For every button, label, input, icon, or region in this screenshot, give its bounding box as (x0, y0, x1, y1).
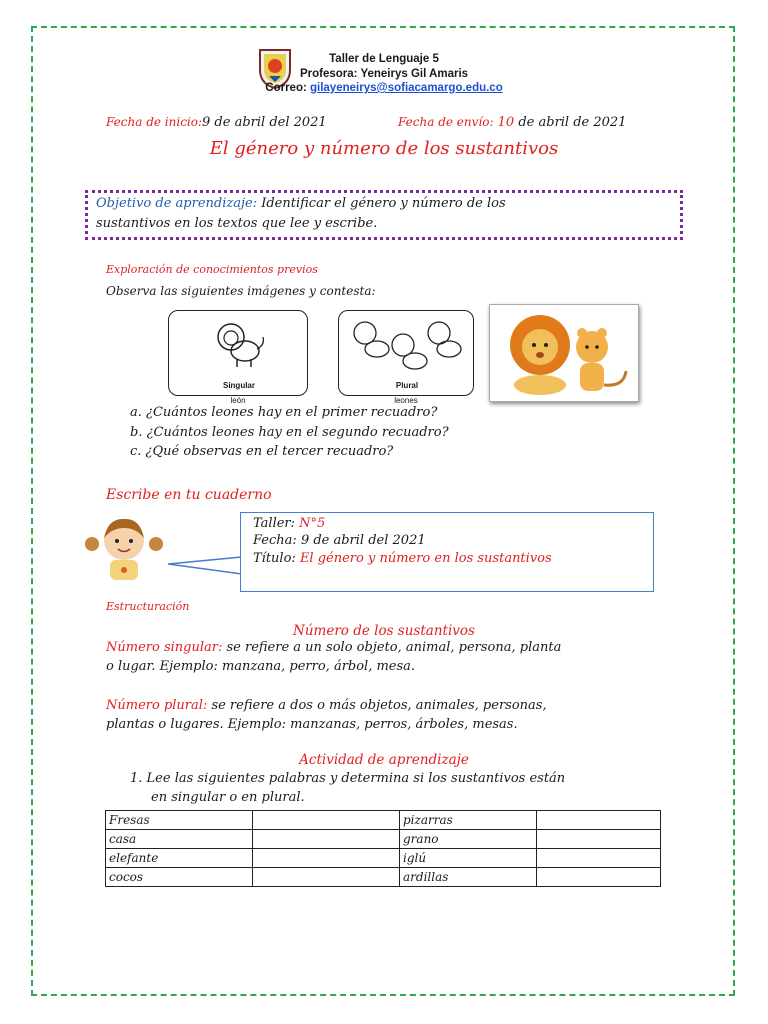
singular-text-1: se refiere a un solo objeto, animal, persona, planta (226, 640, 562, 655)
send-date-value: de abril de 2021 (518, 115, 627, 130)
answer-cell[interactable] (537, 811, 661, 830)
activity-heading: Actividad de aprendizaje (299, 752, 469, 768)
table-row (106, 811, 661, 830)
send-date-number: 10 (497, 115, 515, 130)
word-cell: cocos (106, 868, 253, 887)
start-date-value: 9 de abril del 2021 (202, 115, 327, 130)
word-cell: iglú (400, 849, 537, 868)
word-cell: grano (400, 830, 537, 849)
email-link[interactable]: gilayeneirys@sofiacamargo.edu.co (310, 82, 503, 94)
taller-value: N°5 (299, 516, 326, 531)
word-cell: elefante (106, 849, 253, 868)
exploration-instruction: Observa las siguientes imágenes y contesta: (106, 284, 376, 298)
answer-cell[interactable] (253, 849, 400, 868)
answer-cell[interactable] (537, 849, 661, 868)
plural-label: Número plural: (106, 698, 208, 713)
plural-caption: Plural (395, 381, 419, 390)
word-cell: casa (106, 830, 253, 849)
plural-text-2: plantas o lugares. Ejemplo: manzanas, perros, árboles, mesas. (106, 717, 518, 732)
titulo-value: El género y número en los sustantivos (299, 551, 552, 566)
singular-below-label: león (230, 396, 246, 405)
header-email-line (234, 82, 534, 94)
lion-family-icon (490, 305, 638, 401)
taller-line (253, 516, 325, 531)
titulo-line (253, 551, 552, 566)
word-cell: Fresas (106, 811, 253, 830)
structure-subtitle: Número de los sustantivos (293, 623, 475, 639)
callout-pointer (168, 556, 244, 576)
start-date (106, 115, 327, 130)
singular-image-box (168, 310, 308, 396)
singular-caption: Singular (222, 381, 255, 390)
plural-text-1: se refiere a dos o más objetos, animales, personas, (211, 698, 547, 713)
table-row (106, 849, 661, 868)
lion-sketch-icon (211, 317, 267, 373)
question-a: a. ¿Cuántos leones hay en el primer recuadro? (130, 405, 438, 420)
plural-image-box (338, 310, 474, 396)
objective-text-1: Identificar el género y número de los (261, 196, 506, 211)
email-label: Correo: (265, 82, 307, 94)
fecha-line (253, 533, 426, 548)
fecha-label: Fecha: (253, 533, 297, 548)
table-row (106, 868, 661, 887)
activity-instruction-1: 1. Lee las siguientes palabras y determina si los sustantivos están (130, 771, 566, 786)
objective-label: Objetivo de aprendizaje: (96, 196, 258, 211)
answer-cell[interactable] (537, 868, 661, 887)
titulo-label: Título: (253, 551, 296, 566)
send-date-label: Fecha de envío: (398, 115, 494, 129)
answer-cell[interactable] (253, 868, 400, 887)
header-line-1: Taller de Lenguaje 5 (329, 53, 439, 65)
objective-line-1 (96, 196, 506, 211)
lions-color-image-box (489, 304, 639, 402)
word-cell: ardillas (400, 868, 537, 887)
singular-text-2: o lugar. Ejemplo: manzana, perro, árbol, mesa. (106, 659, 416, 674)
objective-text-2: sustantivos en los textos que lee y escribe. (96, 216, 378, 231)
fecha-value: 9 de abril del 2021 (300, 533, 426, 548)
table-row (106, 830, 661, 849)
page-title: El género y número de los sustantivos (209, 138, 559, 159)
answer-cell[interactable] (253, 811, 400, 830)
answer-cell[interactable] (537, 830, 661, 849)
exploration-heading: Exploración de conocimientos previos (106, 263, 318, 276)
answer-cell[interactable] (253, 830, 400, 849)
words-table (105, 810, 661, 887)
plural-line-1 (106, 698, 547, 713)
send-date (398, 115, 626, 130)
start-date-label: Fecha de inicio: (106, 115, 203, 129)
word-cell: pizarras (400, 811, 537, 830)
plural-below-label: leones (394, 396, 418, 405)
girl-avatar-icon (78, 514, 170, 582)
singular-line-1 (106, 640, 561, 655)
question-b: b. ¿Cuántos leones hay en el segundo recuadro? (130, 425, 449, 440)
question-c: c. ¿Qué observas en el tercer recuadro? (130, 444, 394, 459)
structure-heading: Estructuración (106, 600, 190, 613)
notebook-heading: Escribe en tu cuaderno (106, 487, 272, 503)
lions-sketch-icon (345, 315, 469, 377)
activity-instruction-2: en singular o en plural. (151, 790, 305, 805)
taller-label: Taller: (253, 516, 296, 531)
singular-label: Número singular: (106, 640, 223, 655)
header-line-2: Profesora: Yeneirys Gil Amaris (299, 68, 469, 80)
